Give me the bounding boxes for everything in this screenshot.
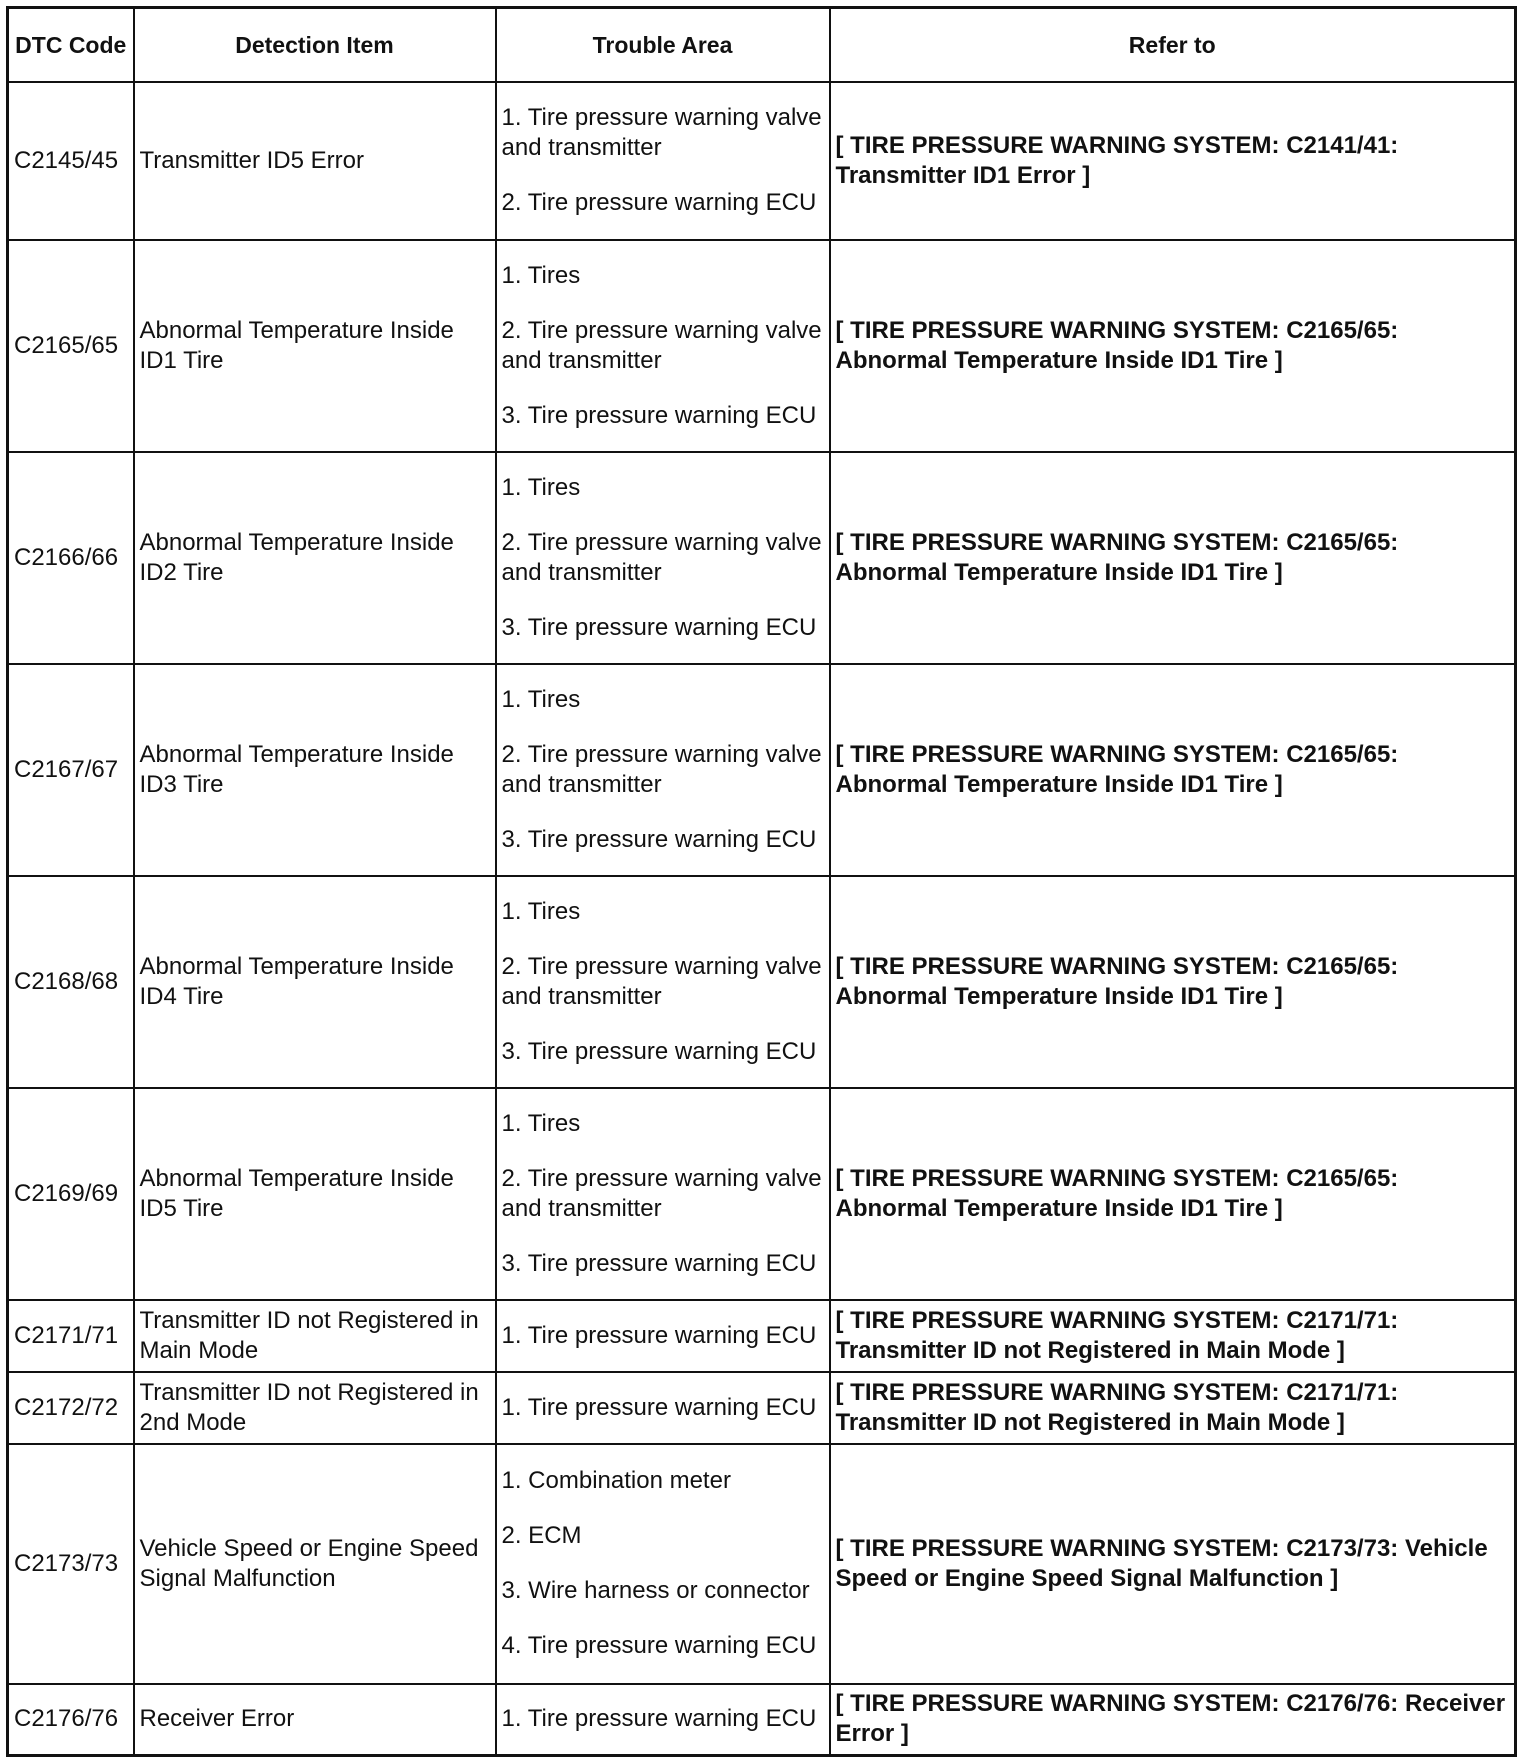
trouble-area-list: [502, 1466, 824, 1661]
detection-item-cell: Abnormal Temperature Inside ID4 Tire: [134, 876, 496, 1088]
detection-item-cell: Abnormal Temperature Inside ID2 Tire: [134, 452, 496, 664]
dtc-code-cell: C2165/65: [8, 240, 134, 452]
trouble-area-list: [502, 473, 824, 643]
trouble-area-cell: [496, 1372, 830, 1444]
header-refer-to: Refer to: [830, 8, 1516, 82]
trouble-area-item: 3. Tire pressure warning ECU: [501, 613, 817, 641]
trouble-area-list: [502, 897, 824, 1067]
refer-to-link[interactable]: [ TIRE PRESSURE WARNING SYSTEM: C2165/65: Abnormal Temperature Inside ID1 Tire ]: [830, 452, 1516, 664]
trouble-area-cell: [496, 664, 830, 876]
trouble-area-item: 2. Tire pressure warning valve and transmitter: [501, 952, 822, 1010]
table-row: [8, 82, 1516, 240]
dtc-code-cell: C2168/68: [8, 876, 134, 1088]
trouble-area-item: 2. Tire pressure warning valve and transmitter: [501, 316, 822, 374]
trouble-area-item: 1. Tires: [501, 473, 581, 501]
trouble-area-cell: [496, 82, 830, 240]
dtc-code-cell: C2166/66: [8, 452, 134, 664]
table-row: [8, 1372, 1516, 1444]
table-row: [8, 664, 1516, 876]
trouble-area-list: [502, 103, 824, 218]
trouble-area-item: 1. Tires: [501, 1109, 581, 1137]
trouble-area-item: 2. Tire pressure warning ECU: [501, 189, 817, 216]
table-row: [8, 1684, 1516, 1756]
trouble-area-cell: [496, 1444, 830, 1684]
trouble-area-list: [502, 261, 824, 431]
table-body: [8, 82, 1516, 1756]
refer-to-link[interactable]: [ TIRE PRESSURE WARNING SYSTEM: C2165/65: Abnormal Temperature Inside ID1 Tire ]: [830, 240, 1516, 452]
trouble-area-item: 4. Tire pressure warning ECU: [501, 1632, 817, 1659]
trouble-area-item: 1. Tires: [501, 261, 581, 289]
header-detection-item: Detection Item: [134, 8, 496, 82]
trouble-area-item: 1. Tires: [501, 685, 581, 713]
trouble-area-item: 1. Tires: [501, 897, 581, 925]
trouble-area-list: [502, 1321, 824, 1351]
refer-to-link[interactable]: [ TIRE PRESSURE WARNING SYSTEM: C2141/41: Transmitter ID1 Error ]: [830, 82, 1516, 240]
refer-to-link[interactable]: [ TIRE PRESSURE WARNING SYSTEM: C2176/76: Receiver Error ]: [830, 1684, 1516, 1756]
detection-item-cell: Abnormal Temperature Inside ID3 Tire: [134, 664, 496, 876]
detection-item-cell: Transmitter ID5 Error: [134, 82, 496, 240]
trouble-area-item: 2. Tire pressure warning valve and transmitter: [501, 528, 822, 586]
dtc-code-cell: C2167/67: [8, 664, 134, 876]
refer-to-link[interactable]: [ TIRE PRESSURE WARNING SYSTEM: C2171/71: Transmitter ID not Registered in Main Mode ]: [830, 1372, 1516, 1444]
dtc-code-cell: C2172/72: [8, 1372, 134, 1444]
detection-item-cell: Vehicle Speed or Engine Speed Signal Malfunction: [134, 1444, 496, 1684]
refer-to-link[interactable]: [ TIRE PRESSURE WARNING SYSTEM: C2165/65: Abnormal Temperature Inside ID1 Tire ]: [830, 876, 1516, 1088]
dtc-code-cell: C2173/73: [8, 1444, 134, 1684]
detection-item-cell: Receiver Error: [134, 1684, 496, 1756]
header-trouble-area: Trouble Area: [496, 8, 830, 82]
trouble-area-item: 3. Tire pressure warning ECU: [501, 1249, 817, 1277]
detection-item-cell: Abnormal Temperature Inside ID1 Tire: [134, 240, 496, 452]
table-row: [8, 1088, 1516, 1300]
dtc-code-cell: C2169/69: [8, 1088, 134, 1300]
trouble-area-cell: [496, 1300, 830, 1372]
detection-item-cell: Transmitter ID not Registered in Main Mode: [134, 1300, 496, 1372]
refer-to-link[interactable]: [ TIRE PRESSURE WARNING SYSTEM: C2171/71: Transmitter ID not Registered in Main Mode ]: [830, 1300, 1516, 1372]
table-row: [8, 876, 1516, 1088]
trouble-area-item: 2. Tire pressure warning valve and transmitter: [501, 1164, 822, 1222]
trouble-area-item: 3. Tire pressure warning ECU: [501, 1037, 817, 1065]
dtc-code-cell: C2145/45: [8, 82, 134, 240]
trouble-area-list: [502, 1109, 824, 1279]
trouble-area-list: [502, 1393, 824, 1423]
trouble-area-item: 3. Tire pressure warning ECU: [501, 401, 817, 429]
detection-item-cell: Transmitter ID not Registered in 2nd Mode: [134, 1372, 496, 1444]
dtc-code-cell: C2176/76: [8, 1684, 134, 1756]
trouble-area-cell: [496, 452, 830, 664]
refer-to-link[interactable]: [ TIRE PRESSURE WARNING SYSTEM: C2173/73: Vehicle Speed or Engine Speed Signal Malfunction ]: [830, 1444, 1516, 1684]
trouble-area-item: 2. ECM: [501, 1522, 582, 1549]
trouble-area-item: 2. Tire pressure warning valve and transmitter: [501, 740, 822, 798]
header-dtc-code: DTC Code: [8, 8, 134, 82]
refer-to-link[interactable]: [ TIRE PRESSURE WARNING SYSTEM: C2165/65: Abnormal Temperature Inside ID1 Tire ]: [830, 1088, 1516, 1300]
refer-to-link[interactable]: [ TIRE PRESSURE WARNING SYSTEM: C2165/65: Abnormal Temperature Inside ID1 Tire ]: [830, 664, 1516, 876]
dtc-table: [6, 6, 1517, 1757]
trouble-area-item: 1. Tire pressure warning ECU: [501, 1321, 817, 1349]
dtc-code-cell: C2171/71: [8, 1300, 134, 1372]
trouble-area-list: [502, 1704, 824, 1734]
detection-item-cell: Abnormal Temperature Inside ID5 Tire: [134, 1088, 496, 1300]
trouble-area-list: [502, 685, 824, 855]
trouble-area-item: 3. Tire pressure warning ECU: [501, 825, 817, 853]
table-row: [8, 452, 1516, 664]
trouble-area-item: 3. Wire harness or connector: [501, 1577, 810, 1604]
trouble-area-cell: [496, 240, 830, 452]
table-header-row: [8, 8, 1516, 82]
trouble-area-item: 1. Combination meter: [501, 1467, 731, 1494]
trouble-area-cell: [496, 876, 830, 1088]
trouble-area-item: 1. Tire pressure warning ECU: [501, 1705, 817, 1733]
trouble-area-item: 1. Tire pressure warning ECU: [501, 1393, 817, 1421]
trouble-area-cell: [496, 1088, 830, 1300]
table-row: [8, 1444, 1516, 1684]
trouble-area-item: 1. Tire pressure warning valve and transmitter: [501, 104, 822, 161]
table-row: [8, 1300, 1516, 1372]
table-row: [8, 240, 1516, 452]
trouble-area-cell: [496, 1684, 830, 1756]
